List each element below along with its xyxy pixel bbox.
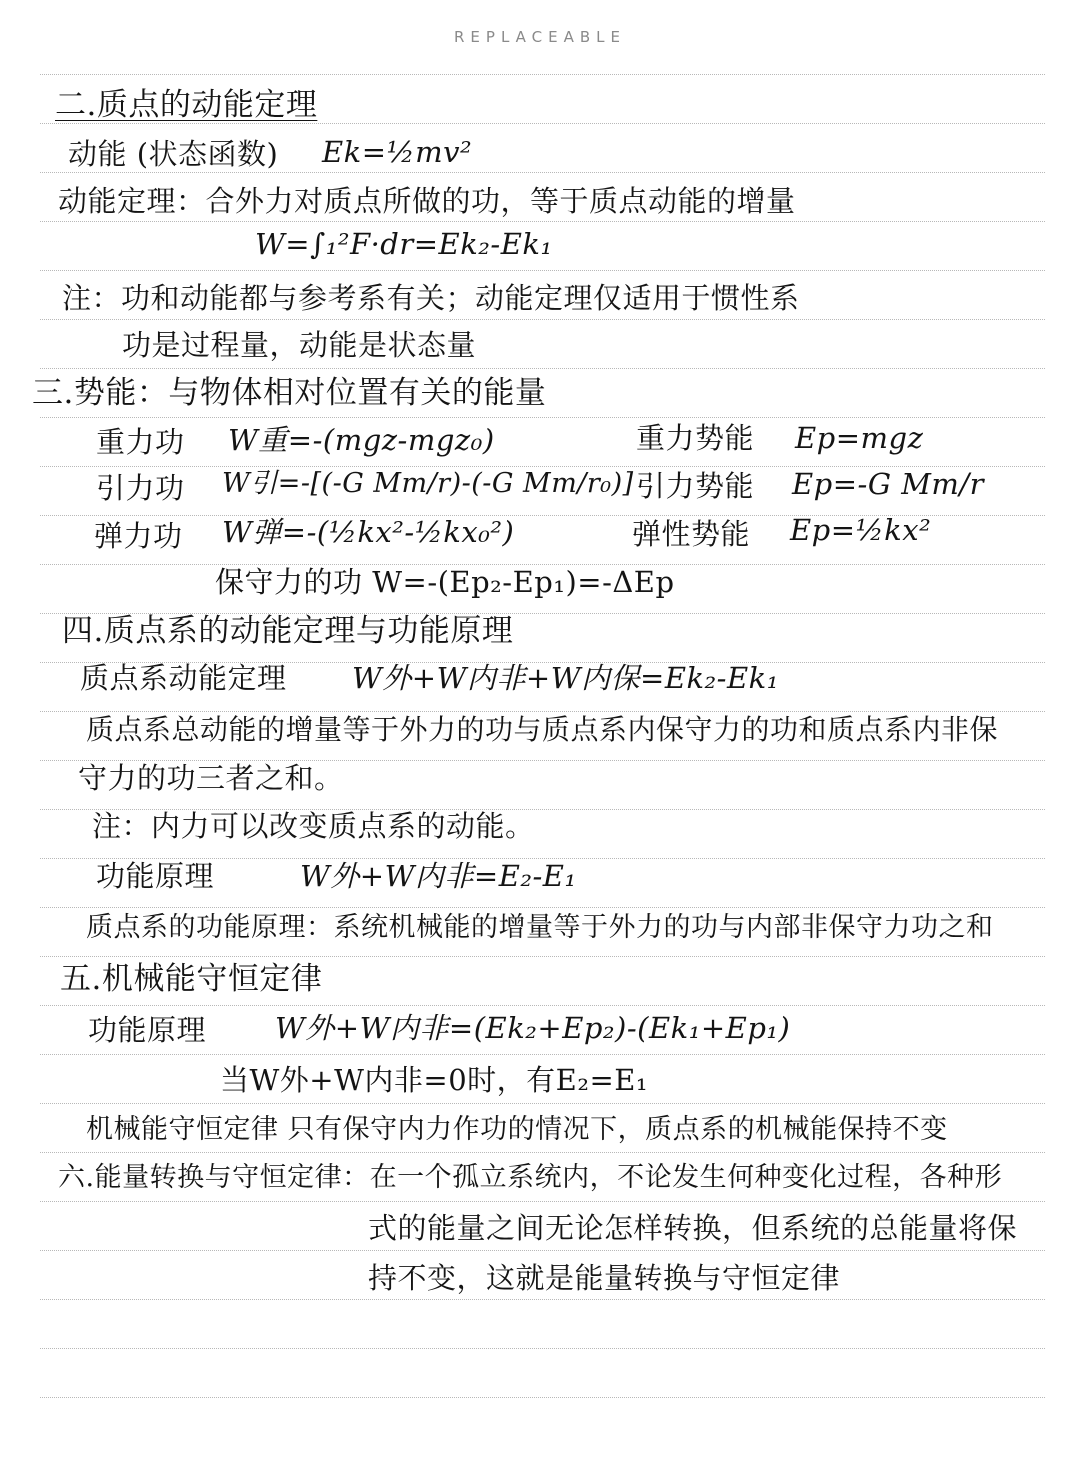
ke-theorem-statement: 动能定理：合外力对质点所做的功，等于质点动能的增量 (58, 184, 796, 218)
ruled-line (40, 368, 1045, 369)
ruled-line (40, 1152, 1045, 1153)
work-energy-principle-description: 质点系的功能原理：系统机械能的增量等于外力的功与内部非保守力功之和 (86, 912, 994, 943)
ke-note-1: 注：功和动能都与参考系有关；动能定理仅适用于惯性系 (62, 281, 800, 315)
kinetic-energy-label: 动能 (状态函数) (68, 137, 279, 171)
section-6-line-2: 式的能量之间无论怎样转换，但系统的总能量将保 (368, 1211, 1018, 1245)
gravitation-work-formula: W引=-[(-G Mm/r)-(-G Mm/r₀)] (222, 468, 634, 499)
ruled-line (40, 417, 1045, 418)
ruled-line (40, 907, 1045, 908)
conservative-force-work: 保守力的功 W=-(Ep₂-Ep₁)=-ΔEp (215, 565, 675, 599)
system-ke-theorem-label: 质点系动能定理 (80, 661, 287, 695)
ruled-line (40, 1299, 1045, 1300)
elastic-pe-label: 弹性势能 (632, 517, 751, 551)
ruled-line (40, 123, 1045, 124)
gravity-pe-formula: Ep=mgz (795, 421, 924, 455)
kinetic-energy-formula: Ek=½mv² (322, 135, 473, 169)
section-6-line-3: 持不变，这就是能量转换与守恒定律 (368, 1261, 841, 1295)
conservation-condition: 当W外+W内非=0时，有E₂=E₁ (220, 1063, 649, 1097)
mechanical-energy-conservation-law: 机械能守恒定律 只有保守内力作功的情况下，质点系的机械能保持不变 (86, 1114, 948, 1145)
gravity-pe-label: 重力势能 (636, 421, 755, 455)
section-4-title: 四.质点系的动能定理与功能原理 (62, 613, 514, 649)
ruled-line (40, 1005, 1045, 1006)
ke-theorem-formula: W=∫₁²F·dr=Ek₂-Ek₁ (255, 227, 553, 261)
elastic-work-label: 弹力功 (94, 519, 183, 553)
ruled-line (40, 1250, 1045, 1251)
system-ke-theorem-formula: W外+W内非+W内保=Ek₂-Ek₁ (352, 661, 779, 695)
work-energy-principle-formula: W外+W内非=E₂-E₁ (300, 859, 577, 893)
section-2-title: 二.质点的动能定理 (55, 87, 318, 123)
gravity-work-label: 重力功 (96, 425, 185, 459)
elastic-pe-formula: Ep=½kx² (790, 513, 932, 547)
energy-conservation-wep-label: 功能原理 (88, 1013, 207, 1047)
ruled-line (40, 74, 1045, 75)
work-energy-principle-label: 功能原理 (96, 859, 215, 893)
gravitation-work-label: 引力功 (96, 471, 185, 505)
ruled-line (40, 1103, 1045, 1104)
ruled-line (40, 319, 1045, 320)
gravity-work-formula: W重=-(mgz-mgz₀) (228, 423, 495, 457)
gravitation-pe-formula: Ep=-G Mm/r (792, 467, 985, 501)
ruled-line (40, 1054, 1045, 1055)
elastic-work-formula: W弹=-(½kx²-½kx₀²) (222, 515, 515, 549)
energy-conservation-wep-formula: W外+W内非=(Ek₂+Ep₂)-(Ek₁+Ep₁) (275, 1011, 791, 1045)
system-ke-description-1: 质点系总动能的增量等于外力的功与质点系内保守力的功和质点系内非保 (86, 713, 999, 746)
ruled-line (40, 221, 1045, 222)
ke-note-2: 功是过程量，动能是状态量 (122, 328, 477, 362)
ruled-line (40, 1397, 1045, 1398)
brand-watermark: REPLACEABLE (454, 28, 626, 46)
internal-force-note: 注：内力可以改变质点系的动能。 (92, 809, 535, 843)
system-ke-description-2: 守力的功三者之和。 (78, 761, 344, 795)
ruled-line (40, 711, 1045, 712)
ruled-line (40, 956, 1045, 957)
ruled-line (40, 1201, 1045, 1202)
section-3-title: 三.势能：与物体相对位置有关的能量 (32, 375, 547, 411)
section-6-line-1: 六.能量转换与守恒定律：在一个孤立系统内，不论发生何种变化过程，各种形 (58, 1162, 1003, 1193)
section-5-title: 五.机械能守恒定律 (60, 961, 323, 997)
ruled-line (40, 1348, 1045, 1349)
ruled-line (40, 270, 1045, 271)
gravitation-pe-label: 引力势能 (636, 469, 755, 503)
ruled-line (40, 172, 1045, 173)
